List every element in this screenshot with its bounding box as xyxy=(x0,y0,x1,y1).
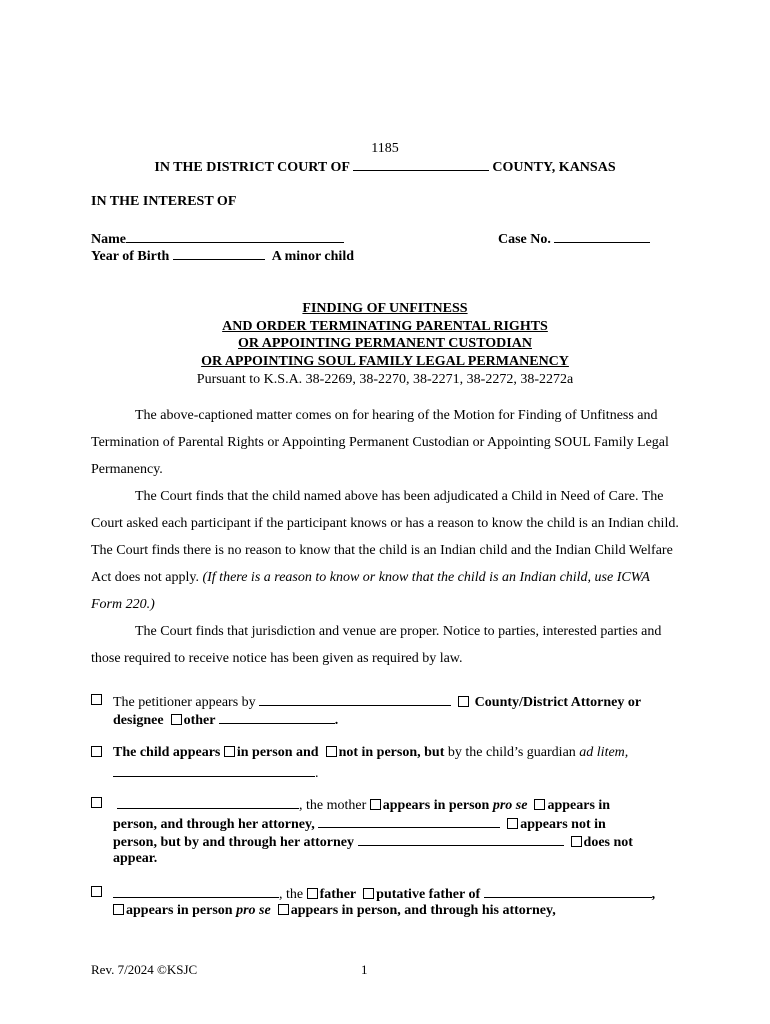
checkbox-icon[interactable] xyxy=(91,797,102,808)
statute-line: Pursuant to K.S.A. 38-2269, 38-2270, 38-2271, 38-2272, 38-2272a xyxy=(196,372,574,387)
checkbox-petitioner[interactable] xyxy=(91,693,104,709)
checkbox-child-in-person[interactable] xyxy=(224,746,235,757)
name-blank[interactable] xyxy=(126,230,344,243)
mother-attorney-blank[interactable] xyxy=(318,815,500,828)
father-attorney-label: appears in person, and through his attorney, xyxy=(290,903,556,918)
checkbox-icon[interactable] xyxy=(91,694,102,705)
checkbox-county-attorney[interactable] xyxy=(458,696,469,707)
mother-name-blank[interactable] xyxy=(117,796,299,809)
checkbox-mother-does-not-appear[interactable] xyxy=(571,836,582,847)
court-line-suffix: COUNTY, KANSAS xyxy=(492,160,616,175)
checkbox-father[interactable] xyxy=(91,885,104,901)
mother-line-3 xyxy=(113,833,633,851)
father-appears-in-person: appears in person xyxy=(126,903,233,918)
interest-of: IN THE INTEREST OF xyxy=(91,194,237,209)
mother-line-1 xyxy=(117,796,610,814)
checkbox-other[interactable] xyxy=(171,714,182,725)
petitioner-blank[interactable] xyxy=(259,693,451,706)
yob-line xyxy=(91,247,354,265)
checkbox-mother-pro-se[interactable] xyxy=(370,799,381,810)
minor-child-label: A minor child xyxy=(271,249,354,264)
mother-label: , the mother xyxy=(299,798,367,813)
footer-page-number: 1 xyxy=(361,962,368,977)
guardian-blank[interactable] xyxy=(113,764,315,777)
mother-appears-in-label: appears in xyxy=(547,798,611,813)
checkbox-icon[interactable] xyxy=(91,746,102,757)
checkbox-father-role[interactable] xyxy=(307,888,318,899)
petitioner-line-1 xyxy=(113,693,641,711)
checkbox-father-pro-se[interactable] xyxy=(113,904,124,915)
father-pro-se-label: pro se xyxy=(236,903,271,918)
case-line xyxy=(498,230,650,248)
title-line-3: OR APPOINTING PERMANENT CUSTODIAN xyxy=(238,336,532,351)
checkbox-mother-not-in-person[interactable] xyxy=(507,818,518,829)
father-line-1: , the father putative father of , xyxy=(113,885,655,903)
mother-line-4: appear. xyxy=(113,851,158,866)
putative-father-label: putative father of xyxy=(376,887,481,902)
title-line-2: AND ORDER TERMINATING PARENTAL RIGHTS xyxy=(222,319,548,334)
child-not-in-person-label: not in person, but xyxy=(338,745,445,760)
footer-revision: Rev. 7/2024 ©KSJC xyxy=(91,962,198,977)
pro-se-label: pro se xyxy=(492,798,528,813)
child-in-person-label: in person and xyxy=(236,745,319,760)
other-blank[interactable] xyxy=(219,711,335,724)
checkbox-putative-father[interactable] xyxy=(363,888,374,899)
paragraph-jurisdiction xyxy=(91,618,681,672)
title-line-4: OR APPOINTING SOUL FAMILY LEGAL PERMANENCY xyxy=(201,354,569,369)
other-label: other xyxy=(183,713,216,728)
yob-label: Year of Birth xyxy=(91,249,170,264)
paragraph-hearing xyxy=(91,402,681,483)
petitioner-label: The petitioner appears by xyxy=(113,695,256,710)
putative-father-blank[interactable] xyxy=(484,885,652,898)
mother-through-attorney-label: person, but by and through her attorney xyxy=(113,835,355,850)
child-line-2: . xyxy=(113,764,319,782)
checkbox-father-with-attorney[interactable] xyxy=(278,904,289,915)
checkbox-mother-with-attorney[interactable] xyxy=(534,799,545,810)
mother-attorney-blank-2[interactable] xyxy=(358,833,564,846)
checkbox-icon[interactable] xyxy=(91,886,102,897)
paragraph-hearing-text: The above-captioned matter comes on for hearing of the Motion for Finding of Unfitness and Termination of Parental Rights or Appointing Permanent Custodian or Appointing SOUL Family Legal Permanency. xyxy=(91,408,669,477)
case-label: Case No. xyxy=(498,232,551,247)
father-line-2 xyxy=(113,903,556,919)
mother-not-in-label: appears not in xyxy=(520,817,606,832)
paragraph-icwa xyxy=(91,483,681,618)
ad-litem-label: ad litem, xyxy=(579,745,629,760)
court-line xyxy=(0,158,770,176)
paragraph-jurisdiction-text: The Court finds that jurisdiction and venue are proper. Notice to parties, interested parties and those required to receive notice has been given as required by law. xyxy=(91,624,662,666)
checkbox-child[interactable] xyxy=(91,745,104,761)
father-label: father xyxy=(319,887,357,902)
petitioner-line-2: designee other . xyxy=(113,713,339,728)
case-blank[interactable] xyxy=(554,230,650,243)
designee-label: designee xyxy=(113,713,164,728)
father-name-blank[interactable] xyxy=(113,885,279,898)
title-line-1: FINDING OF UNFITNESS xyxy=(302,301,468,316)
child-appears-label: The child appears xyxy=(113,745,221,760)
father-the-label: , the xyxy=(279,887,304,902)
checkbox-mother[interactable] xyxy=(91,796,104,812)
county-blank[interactable] xyxy=(353,158,489,171)
guardian-label: by the child’s guardian xyxy=(447,745,576,760)
paragraph-icwa-note: (If there is a reason to know or know that the child is an Indian child, use ICWA Form 220.) xyxy=(91,570,650,612)
yob-blank[interactable] xyxy=(173,247,265,260)
child-line-1 xyxy=(113,745,628,761)
form-number: 1185 xyxy=(371,141,399,156)
county-attorney-label: County/District Attorney or xyxy=(474,695,642,710)
mother-appears-in-person: appears in person xyxy=(382,798,490,813)
mother-line-2 xyxy=(113,815,606,833)
court-line-prefix: IN THE DISTRICT COURT OF xyxy=(154,160,350,175)
mother-attorney-label: person, and through her attorney, xyxy=(113,817,315,832)
mother-does-not-label: does not xyxy=(583,835,633,850)
paragraph-icwa-text: The Court finds that the child named above has been adjudicated a Child in Need of Care. The Court asked each participant if the participant knows or has a reason to know the child is an Indian child. The Court finds there is no reason to know that the child is an Indian child and the Indian Child Welfare Act does not apply. xyxy=(91,489,679,585)
checkbox-child-not-in-person[interactable] xyxy=(326,746,337,757)
name-label: Name xyxy=(91,232,126,247)
name-line xyxy=(91,230,344,248)
